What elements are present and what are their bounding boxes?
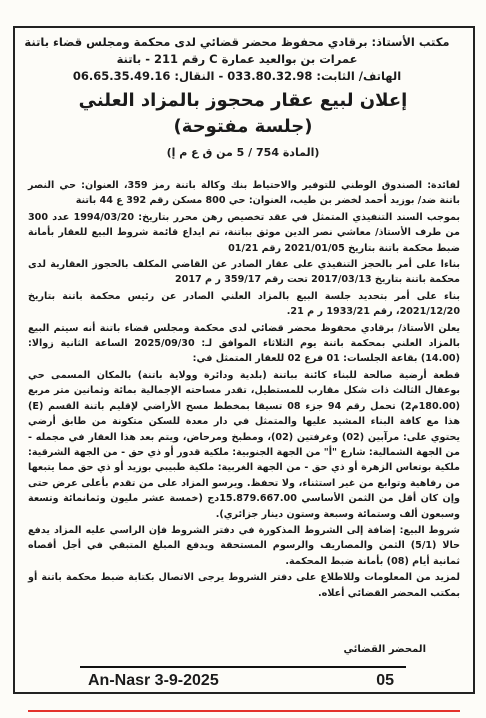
session-order-paragraph: بناء على أمر بتحديد جلسة البيع بالمزاد العلني الصادر عن رئيس محكمة باتنة بتاريخ 2021/12/20، رقم 1933/21 ر م 21. bbox=[28, 290, 460, 318]
sale-conditions-paragraph: شروط البيع: إضافة إلى الشروط المذكورة في دفتر الشروط فإن الراسي عليه المزاد يدفع حالا (5/1) الثمن والمصاريف والرسوم المستحقة ويدفع المبلغ المتبقي في أجل أقصاه ثمانية أيام (08) بأمانة ضبط المحكمة. bbox=[28, 524, 461, 567]
office-name: مكتب الأستاذ: برقادي محفوظ محضر قضائي لدى محكمة ومجلس قضاء باتنة bbox=[24, 35, 450, 49]
newspaper-footer bbox=[80, 666, 406, 694]
parties-paragraph: لفائدة: الصندوق الوطني للتوفير والاحتياط بنك وكالة باتنة رمز 359، العنوان: حي النصر باتنة ضد/ بوزيد أحمد لخضر بن طيب، العنوان: حي 800 مسكن رقم 392 ع 44 باتنة bbox=[28, 180, 460, 207]
property-description-paragraph: قطعة أرضية صالحة للبناء كائنة بباتنة (بلدية ودائرة وولاية باتنة) بالمكان المسمى حي بوعقال الثالث ذات شكل مقارب للمستطيل، تقدر مساحته الإجمالية بمائة وثمانين متر مربع (180.00م2) تحمل رقم 94 جزء 08 تسيقا بمخطط مسح الأراضي لإقليم باتنة القسم (E) هذا مع كافة البناء المشيد عليها والمتمثل في دار معدة للسكن متكونة من طابق أرضي يحتوي على: مرآبين (02) وغرفتين (02)، ومطبخ ومرحاض، ويتم بعد هذا العقار في مجمله - من الجهة الشمالية: شارع "أ" من الجهة الجنوبية: ملكية قدور أو ذي حق - من الجهة الشرقية: ملكية بوتعاس الزهرة أو ذي حق - من الجهة الغربية: ملكية طبيبي بوزيد أو ذي حق مما يتبعها من رفاهية وتوابع من غير استثناء، ولا تحفظ. ويرسو المزاد على من تقدم بأعلى عرض حتى وإن كان أقل من الثمن الأساسي 15.879.667.00دج (خمسة عشر مليون وثمانمائة وتسعة وسبعون ألف وستمائة وسبعة وستون دينار جزائري). bbox=[28, 369, 461, 520]
auction-date-paragraph: يعلن الأستاذ/ برقادي محفوظ محضر قضائي لدى محكمة ومجلس قضاء باتنة أنه سيتم البيع بالمزاد العلني بمحكمة باتنة يوم الثلاثاء الموافق لـ: 2025/09/30 الساعة الثانية زوالا: (14.00) بقاعة الجلسات: 01 فرع 02 للعقار المتمثل في: bbox=[28, 322, 460, 365]
page-number: 05 bbox=[376, 672, 394, 689]
announcement-title bbox=[40, 88, 446, 140]
announcement-body bbox=[28, 178, 460, 602]
seizure-order-paragraph: بناءا على أمر بالحجز التنفيذي على عقار الصادر عن القاضي المكلف بالحجوز العقارية لدى محكمة باتنة بتاريخ 2017/03/13 تحت رقم 359/17 ر م 2017 bbox=[28, 259, 460, 286]
office-address: عمرات بن بوالعيد عمارة C رقم 211 - باتنة bbox=[116, 52, 358, 66]
title-main: إعلان لبيع عقار محجوز بالمزاد العلني bbox=[78, 90, 408, 111]
issue-date: An-Nasr 3-9-2025 bbox=[88, 672, 219, 689]
bailiff-office-header bbox=[22, 34, 452, 85]
contact-paragraph: لمزيد من المعلومات وللاطلاع على دفتر الشروط يرجى الاتصال بكتابة ضبط محكمة باتنة أو بمكتب المحضر القضائي أعلاه. bbox=[28, 572, 460, 599]
title-deed-paragraph: بموجب السند التنفيذي المتمثل في عقد تخصيص رهن محرر بتاريخ: 1994/03/20 عدد 300 من طرف الأستاذ/ معاشي نصر الدين موثق بباتنة، تم ايداع قائمة شروط البيع للعقار بأمانة ضبط محكمة باتنة بتاريخ 2021/01/05 رقم 01/21 bbox=[28, 211, 460, 254]
bailiff-signature-label: المحضر القضائي bbox=[343, 644, 426, 655]
title-sub: (جلسة مفتوحة) bbox=[173, 116, 313, 137]
red-divider bbox=[28, 710, 460, 712]
legal-article-reference: (المادة 754 / 5 من ق ع م إ) bbox=[166, 146, 320, 159]
office-phones: الهاتف/ الثابت: 033.80.32.98 - النقال: 06.65.35.49.16 bbox=[72, 69, 402, 83]
